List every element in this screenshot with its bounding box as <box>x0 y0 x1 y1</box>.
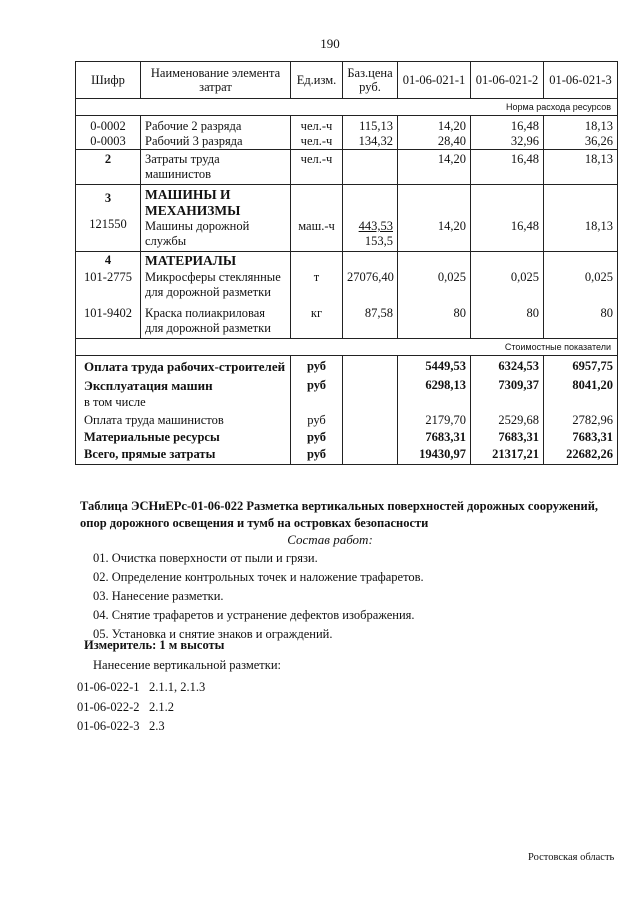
cost-v2: 7683,31 <box>471 428 544 445</box>
code-number: 01-06-022-2 <box>77 699 140 714</box>
cell-v2: 16,48 <box>471 185 544 252</box>
cost-unit: руб <box>291 428 343 445</box>
code-number: 01-06-022-3 <box>77 719 140 733</box>
header-col3: 01-06-021-3 <box>544 62 618 99</box>
cell-code: 2 <box>76 150 141 185</box>
cost-row <box>76 374 618 393</box>
cost-v3: 8041,20 <box>544 374 618 393</box>
cell-v2: 32,96 <box>471 134 544 150</box>
header-unit: Ед.изм. <box>291 62 343 99</box>
table-header-row <box>76 62 618 99</box>
code-ref: 2.1.2 <box>149 699 174 714</box>
code-ref: 2.1.1, 2.1.3 <box>149 680 206 694</box>
cell-v2: 16,48 <box>471 116 544 135</box>
cost-v3: 22682,26 <box>544 445 618 465</box>
cost-unit: руб <box>291 356 343 375</box>
cell-v1: 14,20 <box>398 116 471 135</box>
cell-code: 0-0003 <box>76 134 141 150</box>
cell-v3: 18,13 <box>544 116 618 135</box>
cost-row <box>76 410 618 428</box>
code-item <box>77 698 205 718</box>
cell-v1: 0,025 <box>398 252 471 301</box>
cost-unit: руб <box>291 445 343 465</box>
table-row <box>76 134 618 150</box>
band-norms-row <box>76 99 618 116</box>
cell-unit: т <box>291 252 343 301</box>
cell-group-name: МАТЕРИАЛЫ <box>145 253 237 268</box>
cost-unit: руб <box>291 410 343 428</box>
cost-v3: 7683,31 <box>544 428 618 445</box>
cost-name: Всего, прямые затраты <box>76 445 291 465</box>
resource-norms-table <box>75 61 618 465</box>
header-base-price: Баз.цена руб. <box>343 62 398 99</box>
applying-label: Нанесение вертикальной разметки: <box>93 658 281 672</box>
cost-v2: 7309,37 <box>471 374 544 393</box>
work-item: 04. Снятие трафаретов и устранение дефектов изображения. <box>93 608 415 622</box>
cost-v2: 2529,68 <box>471 410 544 428</box>
cost-v1: 7683,31 <box>398 428 471 445</box>
cell-v3: 18,13 <box>544 185 618 252</box>
code-ref: 2.3 <box>149 719 165 733</box>
cell-name: Затраты труда машинистов <box>141 150 291 185</box>
cell-group-code: 4 <box>104 253 112 267</box>
cell-code: 121550 <box>89 217 127 231</box>
table-row <box>76 185 618 252</box>
cell-price-bottom: 153,5 <box>364 234 393 248</box>
header-col1: 01-06-021-1 <box>398 62 471 99</box>
cost-subtitle: в том числе <box>76 393 291 410</box>
table-row <box>76 150 618 185</box>
cell-v2: 80 <box>471 300 544 339</box>
band-costs-row <box>76 339 618 356</box>
cell-group-code: 3 <box>104 191 112 205</box>
work-item: 01. Очистка поверхности от пыли и грязи. <box>93 551 318 565</box>
cost-v3: 6957,75 <box>544 356 618 375</box>
page-number: 190 <box>320 36 340 51</box>
cell-v3: 18,13 <box>544 150 618 185</box>
cost-v1: 19430,97 <box>398 445 471 465</box>
cost-row <box>76 428 618 445</box>
cell-v3: 0,025 <box>544 252 618 301</box>
works-list <box>93 549 424 644</box>
cell-code: 101-9402 <box>76 300 141 339</box>
cost-name: Оплата труда рабочих-строителей <box>76 356 291 375</box>
cost-v2: 6324,53 <box>471 356 544 375</box>
table-caption: Таблица ЭСНиЕРс-01-06-022 Разметка вертикальных поверхностей дорожных сооружений, опор дорожного освещения и тумб на островках безопасности <box>80 499 599 530</box>
code-number: 01-06-022-1 <box>77 680 140 694</box>
cell-v1: 80 <box>398 300 471 339</box>
work-item: 02. Определение контрольных точек и наложение трафаретов. <box>93 570 424 584</box>
cost-subrow <box>76 393 618 410</box>
table-row <box>76 116 618 135</box>
cell-price <box>343 150 398 185</box>
cell-name: Машины дорожной службы <box>145 219 250 248</box>
cell-unit: чел.-ч <box>291 116 343 135</box>
code-item <box>77 678 205 698</box>
work-item: 03. Нанесение разметки. <box>93 589 224 603</box>
cell-v3: 36,26 <box>544 134 618 150</box>
cell-code: 0-0002 <box>76 116 141 135</box>
header-code: Шифр <box>76 62 141 99</box>
cell-v3: 80 <box>544 300 618 339</box>
band-norms: Норма расхода ресурсов <box>76 99 618 116</box>
cell-group-name: МАШИНЫ И МЕХАНИЗМЫ <box>145 187 241 218</box>
codes-list <box>77 678 205 737</box>
cell-code: 101-2775 <box>84 270 132 284</box>
cost-v3: 2782,96 <box>544 410 618 428</box>
band-costs: Стоимостные показатели <box>76 339 618 356</box>
cost-v2: 21317,21 <box>471 445 544 465</box>
table-row <box>76 300 618 339</box>
work-item: 05. Установка и снятие знаков и ограждений. <box>93 627 333 641</box>
composition-title: Состав работ: <box>287 532 373 547</box>
cell-unit: кг <box>291 300 343 339</box>
cell-v1: 28,40 <box>398 134 471 150</box>
cell-unit: чел.-ч <box>291 134 343 150</box>
code-item <box>77 717 205 737</box>
cell-v2: 16,48 <box>471 150 544 185</box>
cost-name: Эксплуатация машин <box>76 374 291 393</box>
cost-v1: 6298,13 <box>398 374 471 393</box>
meter-label: Измеритель: 1 м высоты <box>84 638 225 652</box>
header-name: Наименование элемента затрат <box>141 62 291 99</box>
cell-price: 87,58 <box>343 300 398 339</box>
cost-unit: руб <box>291 374 343 393</box>
cell-name: Микросферы стеклянные для дорожной разметки <box>145 270 281 299</box>
cell-name: Рабочий 3 разряда <box>141 134 291 150</box>
cell-name: Краска полиакриловая для дорожной разметки <box>141 300 291 339</box>
cell-price: 115,13 <box>343 116 398 135</box>
cell-price: 134,32 <box>343 134 398 150</box>
cell-v1: 14,20 <box>398 150 471 185</box>
header-col2: 01-06-021-2 <box>471 62 544 99</box>
cell-v1: 14,20 <box>398 185 471 252</box>
footer-region: Ростовская область <box>528 852 615 863</box>
cell-price-top: 443,53 <box>358 219 393 233</box>
cell-price: 27076,40 <box>343 252 398 301</box>
cost-v1: 5449,53 <box>398 356 471 375</box>
cost-name: Оплата труда машинистов <box>76 410 291 428</box>
cell-v2: 0,025 <box>471 252 544 301</box>
cost-v1: 2179,70 <box>398 410 471 428</box>
cell-unit: маш.-ч <box>291 185 343 252</box>
cost-name: Материальные ресурсы <box>76 428 291 445</box>
cell-unit: чел.-ч <box>291 150 343 185</box>
cell-name: Рабочие 2 разряда <box>141 116 291 135</box>
table-row <box>76 252 618 301</box>
cost-row <box>76 356 618 375</box>
cost-row <box>76 445 618 465</box>
